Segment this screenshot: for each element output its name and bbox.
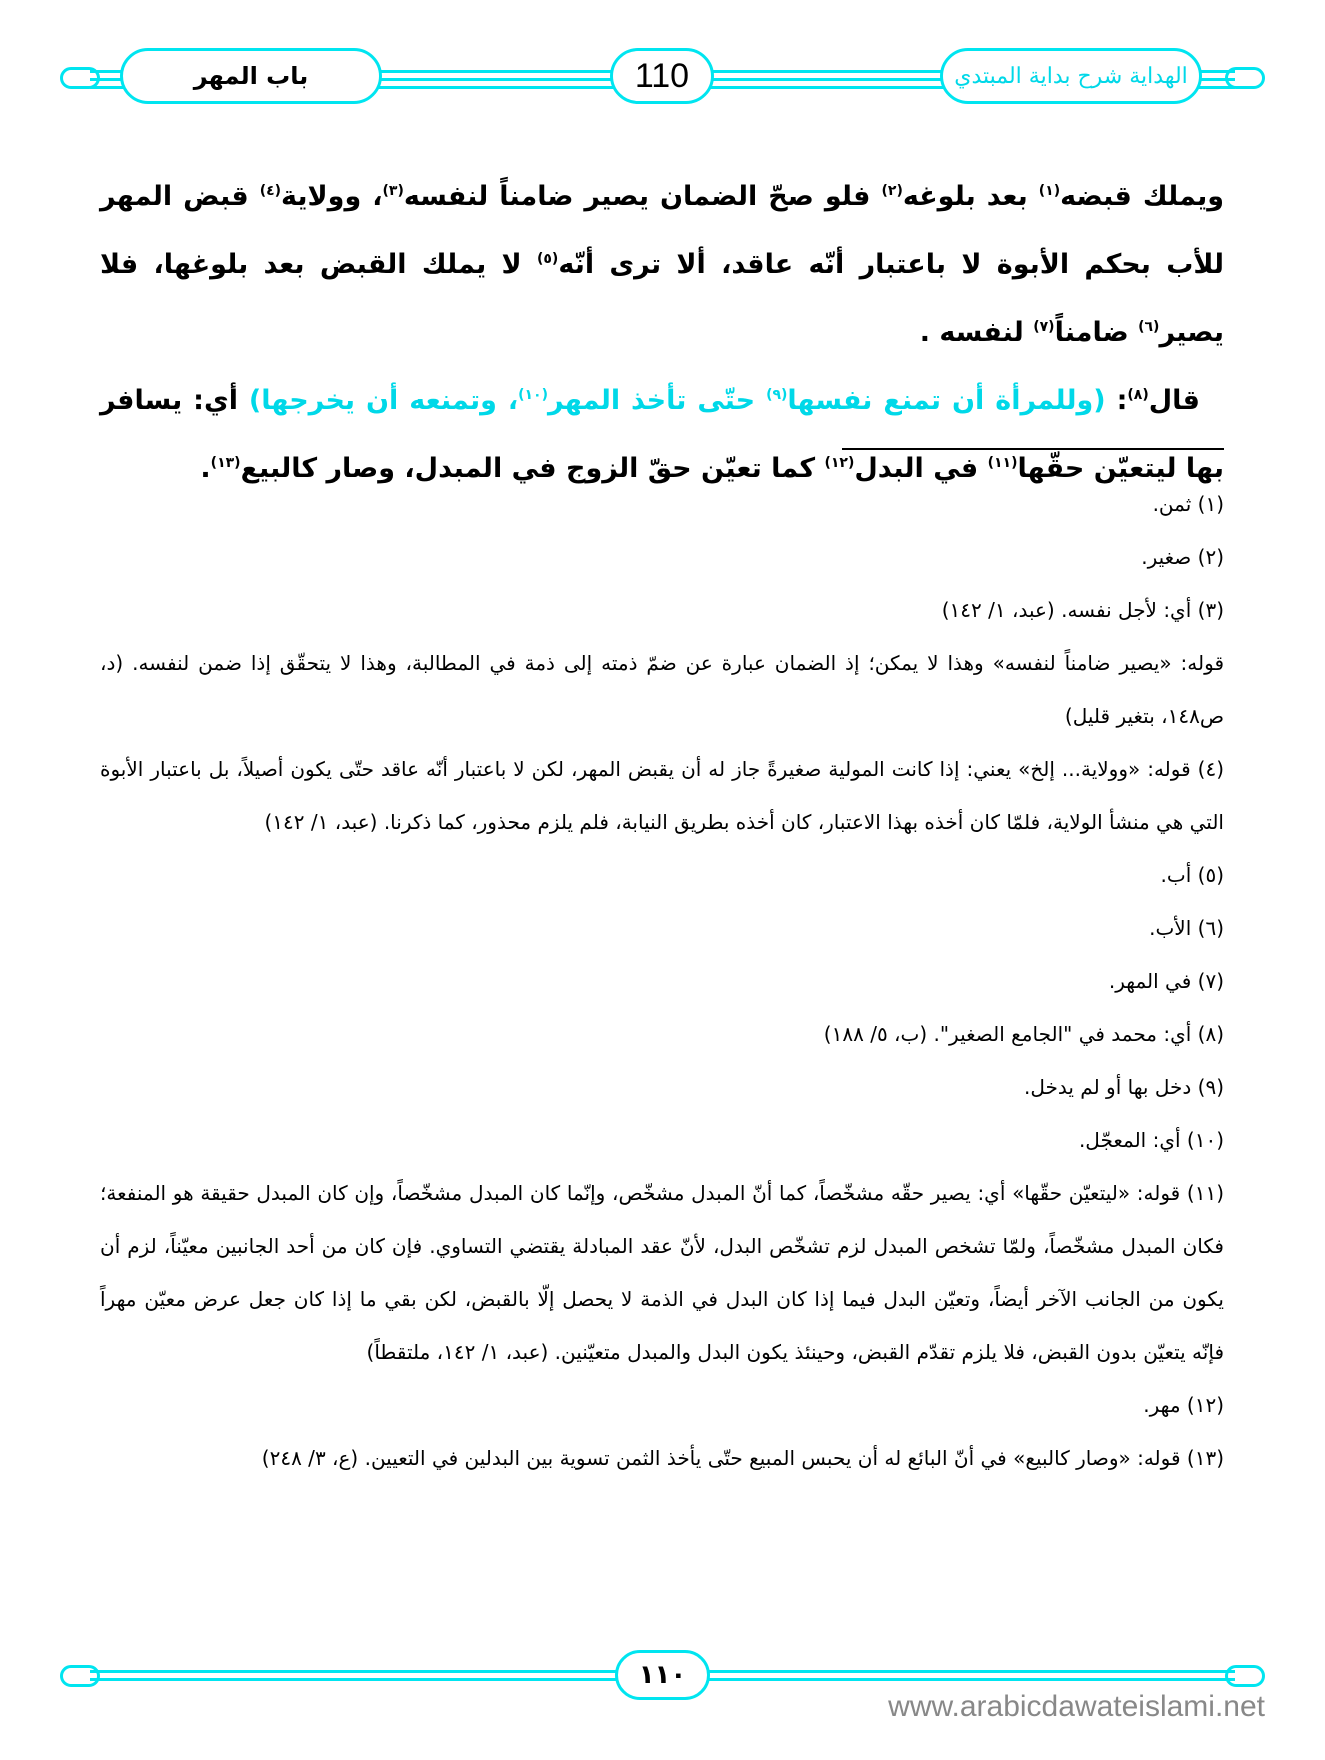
text-segment: أي: يسافر بها ليتعيّن حقّها: [100, 385, 1224, 484]
quoted-matn-text: حتّى تأخذ المهر: [548, 385, 767, 416]
footnote-separator: [842, 448, 1224, 450]
text-segment: لا يملك القبض بعد بلوغها، فلا يصير: [100, 249, 1224, 348]
footnote: (١) ثمن.: [1152, 492, 1224, 516]
ornament-icon: [60, 1665, 100, 1687]
book-title-logo: الهداية شرح بداية المبتدي: [940, 48, 1202, 104]
quoted-matn-text: (وللمرأة أن تمنع نفسها: [787, 385, 1106, 416]
footnote: (٤) قوله: «وولاية... إلخ» يعني: إذا كانت المولية صغيرةً جاز له أن يقبض المهر، لكن لا باعتبار أنّه عاقد حتّى يكون أصيلاً، بل باعتبار الأبوة التي هي منشأ الولاية، فلمّا كان أخذه بهذا الاعتبار، كان أخذه بطريق النيابة، فلم يلزم محذور، كما ذكرنا. (عبد، ١/ ١٤٢): [100, 757, 1224, 834]
footnote-ref: (٢): [881, 183, 903, 199]
footnote: (٧) في المهر.: [1108, 969, 1224, 993]
ornament-icon: [1225, 67, 1265, 89]
footnote: (٩) دخل بها أو لم يدخل.: [1024, 1075, 1224, 1099]
footnote-ref: (٥): [536, 251, 559, 267]
footnote-ref: (٣): [382, 183, 404, 199]
text-segment: .: [200, 453, 211, 484]
text-segment: ضامناً: [1054, 317, 1139, 348]
text-segment: فلو صحّ الضمان يصير ضامناً لنفسه: [403, 181, 882, 212]
footnote: (١٢) مهر.: [1143, 1393, 1224, 1417]
footnote: (٦) الأب.: [1149, 916, 1224, 940]
footnote: (٣) أي: لأجل نفسه. (عبد، ١/ ١٤٢): [941, 598, 1224, 622]
main-paragraph: [100, 160, 1224, 364]
footnotes: [100, 478, 1224, 1485]
text-segment: قال: [1148, 385, 1200, 416]
text-segment: ، وولاية: [281, 181, 383, 212]
text-segment: كما تعيّن حقّ الزوج في المبدل، وصار كالبيع: [240, 453, 825, 484]
footnote: (١٣) قوله: «وصار كالبيع» في أنّ البائع له أن يحبس المبيع حتّى يأخذ الثمن تسوية بين البدلين في التعيين. (ع، ٣/ ٢٤٨): [261, 1446, 1224, 1470]
footnote-ref: (١٠): [518, 387, 548, 403]
chapter-title: باب المهر: [120, 48, 382, 104]
quoted-matn-text: ، وتمنعه أن يخرجها): [248, 385, 519, 416]
footnote-ref: (١٣): [210, 455, 241, 471]
footnote: (٨) أي: محمد في "الجامع الصغير". (ب، ٥/ ١٨٨): [823, 1022, 1224, 1046]
footer-page-number: ١١٠: [615, 1650, 710, 1700]
text-segment: قبض المهر للأب بحكم الأبوة لا باعتبار أنّه عاقد، ألا ترى أنّه: [100, 181, 1224, 280]
footnote-ref: (١١): [987, 455, 1018, 471]
footnote: (٥) أب.: [1160, 863, 1224, 887]
website-url: www.arabicdawateislami.net: [888, 1690, 1265, 1723]
ornament-icon: [60, 67, 100, 89]
footnote: قوله: «يصير ضامناً لنفسه» وهذا لا يمكن؛ إذ الضمان عبارة عن ضمّ ذمته إلى ذمة في المطالبة، وهذا لا يتحقّق إذا ضمن لنفسه. (د، ص١٤٨، بتغير قليل): [100, 651, 1224, 728]
footnote-ref: (٤): [259, 183, 282, 199]
footnote-ref: (٩): [766, 387, 788, 403]
footnote-ref: (٦): [1138, 319, 1160, 335]
footnote-ref: (٧): [1033, 319, 1055, 335]
footnote-ref: (١٢): [824, 455, 855, 471]
ornament-icon: [1225, 1665, 1265, 1687]
text-segment: لنفسه .: [919, 317, 1034, 348]
footnote: (١٠) أي: المعجّل.: [1078, 1128, 1224, 1152]
footnote: (٢) صغير.: [1141, 545, 1224, 569]
text-segment: في البدل: [854, 453, 988, 484]
footnote-ref: (٨): [1127, 387, 1149, 403]
text-segment: بعد بلوغه: [902, 181, 1039, 212]
text-segment: :: [1105, 385, 1128, 416]
footnote-ref: (١): [1038, 183, 1061, 199]
page-header: [60, 48, 1265, 108]
text-segment: ويملك قبضه: [1060, 181, 1225, 212]
footnote: (١١) قوله: «ليتعيّن حقّها» أي: يصير حقّه مشخّصاً، كما أنّ المبدل مشخّص، وإنّما كان المبدل مشخّصاً، وإن كان المبدل حقيقة هو المنفعة؛ فكان المبدل مشخّصاً، ولمّا تشخص المبدل لزم تشخّص البدل، لأنّ عقد المبادلة يقتضي التساوي. فإن كان من أحد الجانبين معيّناً، لزم أن يكون من الجانب الآخر أيضاً، وتعيّن البدل فيما إذا كان البدل في الذمة لا يحصل إلّا بالقبض، لكن بقي ما إذا كان جعل عرض معيّن مهراً فإنّه يتعيّن بدون القبض، فلا يلزم تقدّم القبض، وحينئذ يكون البدل والمبدل متعيّنين. (عبد، ١/ ١٤٢، ملتقطاً): [100, 1181, 1224, 1364]
page-number: 110: [610, 48, 714, 104]
